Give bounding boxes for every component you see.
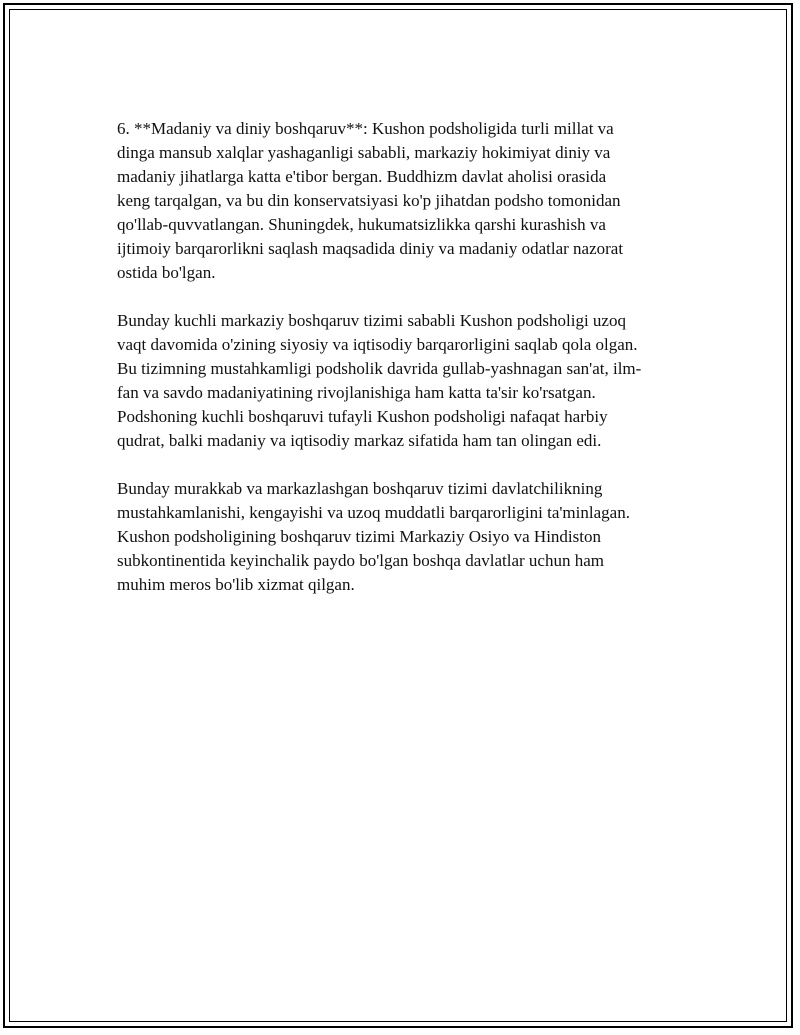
document-body xyxy=(117,117,697,621)
paragraph-cultural-religious-governance: 6. **Madaniy va diniy boshqaruv**: Kushon podsholigida turli millat va dinga mansub xalqlar yashaganligi sababli, markaziy hokimiyat diniy va madaniy jihatlarga katta e'tibor bergan. Buddhizm davlat aholisi orasida keng tarqalgan, va bu din konservatsiyasi ko'p jihatdan podsho tomonidan qo'llab-quvvatlangan. Shuningdek, hukumatsizlikka qarshi kurashish va ijtimoiy barqarorlikni saqlash maqsadida diniy va madaniy odatlar nazorat ostida bo'lgan. xyxy=(117,119,624,282)
paragraph-central-governance-stability: Bunday kuchli markaziy boshqaruv tizimi sababli Kushon podsholigi uzoq vaqt davomida o'zining siyosiy va iqtisodiy barqarorligini saqlab qola olgan. Bu tizimning mustahkamligi podsholik davrida gullab-yashnagan san'at, ilm- fan va savdo madaniyatining rivojlanishiga ham katta ta'sir ko'rsatgan. Podshoning kuchli boshqaruvi tufayli Kushon podsholigi nafaqat harbiy qudrat, balki madaniy va iqtisodiy markaz sifatida ham tan olingan edi. xyxy=(117,311,642,450)
paragraph-governance-legacy: Bunday murakkab va markazlashgan boshqaruv tizimi davlatchilikning mustahkamlanishi, kengayishi va uzoq muddatli barqarorligini ta'minlagan. Kushon podsholigining boshqaruv tizimi Markaziy Osiyo va Hindiston subkontinentida keyinchalik paydo bo'lgan boshqa davlatlar uchun ham muhim meros bo'lib xizmat qilgan. xyxy=(117,479,630,594)
